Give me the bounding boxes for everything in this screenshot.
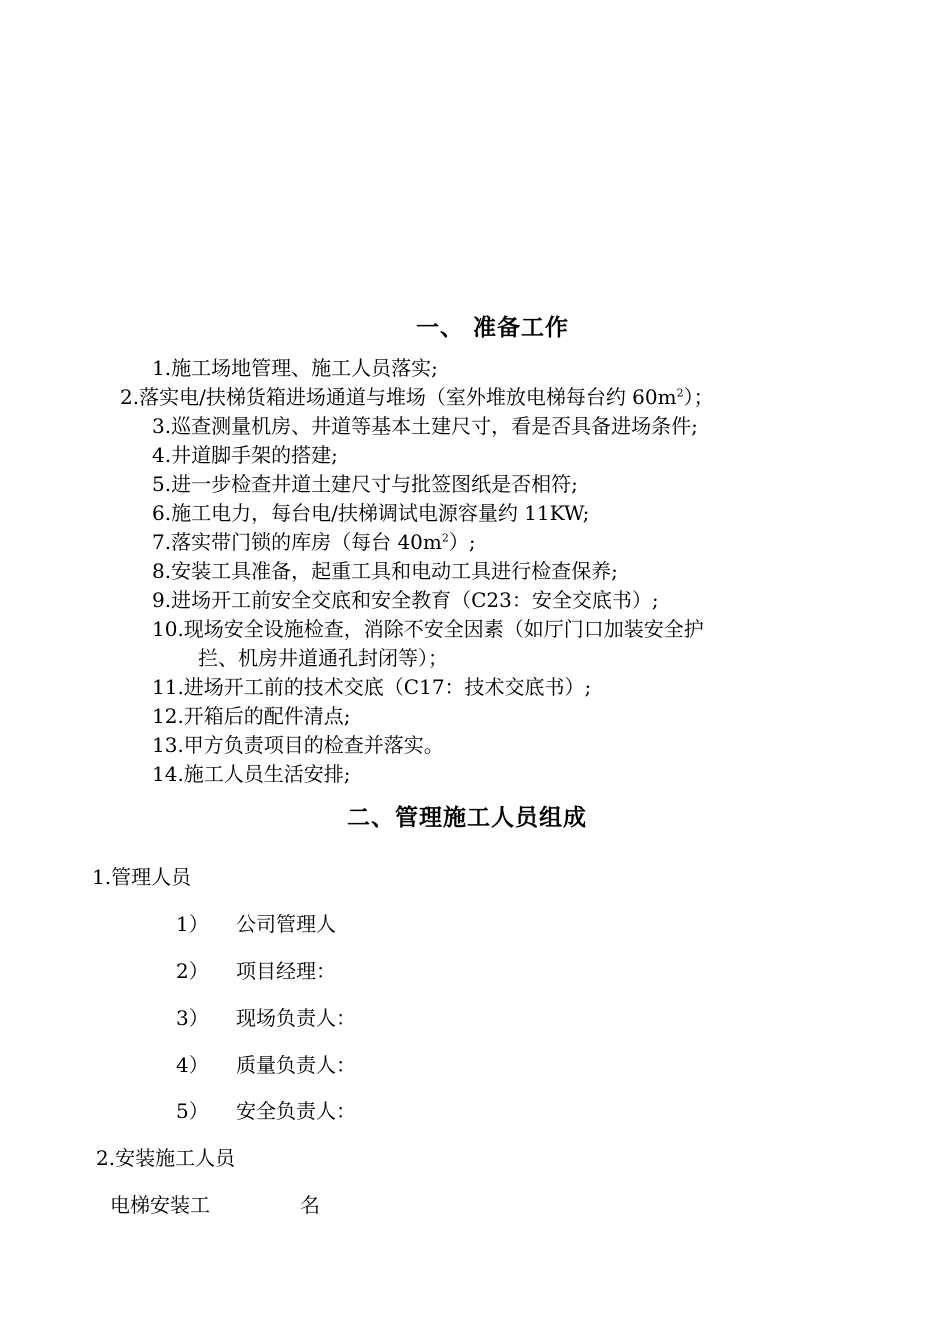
- prep-item-10-continued: 拦、机房井道通孔封闭等）；: [198, 646, 448, 670]
- prep-item-7-superscript: 2: [441, 531, 449, 545]
- prep-item-10: 10.现场安全设施检查，消除不安全因素（如厅门口加装安全护: [152, 617, 704, 641]
- prep-item-6: 6.施工电力，每台电/扶梯调试电源容量约 11KW;: [152, 501, 590, 525]
- role-1-number: 1）: [176, 912, 209, 936]
- management-label: 1.管理人员: [92, 865, 192, 889]
- role-2-label: 项目经理：: [236, 959, 336, 983]
- install-label: 2.安装施工人员: [96, 1146, 236, 1170]
- role-1-label: 公司管理人: [236, 912, 336, 936]
- prep-item-5: 5.进一步检查井道土建尺寸与批签图纸是否相符;: [152, 472, 578, 496]
- role-5-label: 安全负责人：: [236, 1099, 356, 1123]
- prep-item-14: 14.施工人员生活安排;: [152, 762, 351, 786]
- role-5-number: 5）: [176, 1099, 209, 1123]
- prep-item-4: 4.井道脚手架的搭建;: [152, 443, 338, 467]
- prep-item-11: 11.进场开工前的技术交底（C17：技术交底书）;: [152, 675, 592, 699]
- prep-item-7: [152, 528, 476, 557]
- section2-title: 二、管理施工人员组成: [347, 804, 587, 831]
- section1-title: 一、 准备工作: [416, 314, 570, 341]
- role-4-label: 质量负责人：: [236, 1053, 356, 1077]
- prep-item-2-text: 2.落实电/扶梯货箱进场通道与堆场（室外堆放电梯每台约 60m: [120, 385, 677, 409]
- prep-item-13: 13.甲方负责项目的检查并落实。: [152, 733, 444, 757]
- prep-item-12: 12.开箱后的配件清点;: [152, 704, 351, 728]
- install-count-suffix: 名: [300, 1193, 320, 1217]
- prep-item-7-tail: ）;: [448, 530, 476, 554]
- prep-item-2-tail: ）；: [683, 385, 714, 409]
- prep-item-2-superscript: 2: [676, 386, 684, 400]
- prep-item-9: 9.进场开工前安全交底和安全教育（C23：安全交底书）;: [152, 588, 659, 612]
- role-4-number: 4）: [176, 1053, 209, 1077]
- prep-item-3: 3.巡查测量机房、井道等基本土建尺寸，看是否具备进场条件;: [152, 414, 698, 438]
- role-2-number: 2）: [176, 959, 209, 983]
- role-3-number: 3）: [176, 1006, 209, 1030]
- prep-item-7-text: 7.落实带门锁的库房（每台 40m: [152, 530, 442, 554]
- prep-item-1: 1.施工场地管理、施工人员落实;: [152, 356, 438, 380]
- install-role: 电梯安装工: [110, 1193, 210, 1217]
- prep-item-8: 8.安装工具准备，起重工具和电动工具进行检查保养;: [152, 559, 618, 583]
- prep-item-2: [120, 383, 714, 412]
- role-3-label: 现场负责人：: [236, 1006, 356, 1030]
